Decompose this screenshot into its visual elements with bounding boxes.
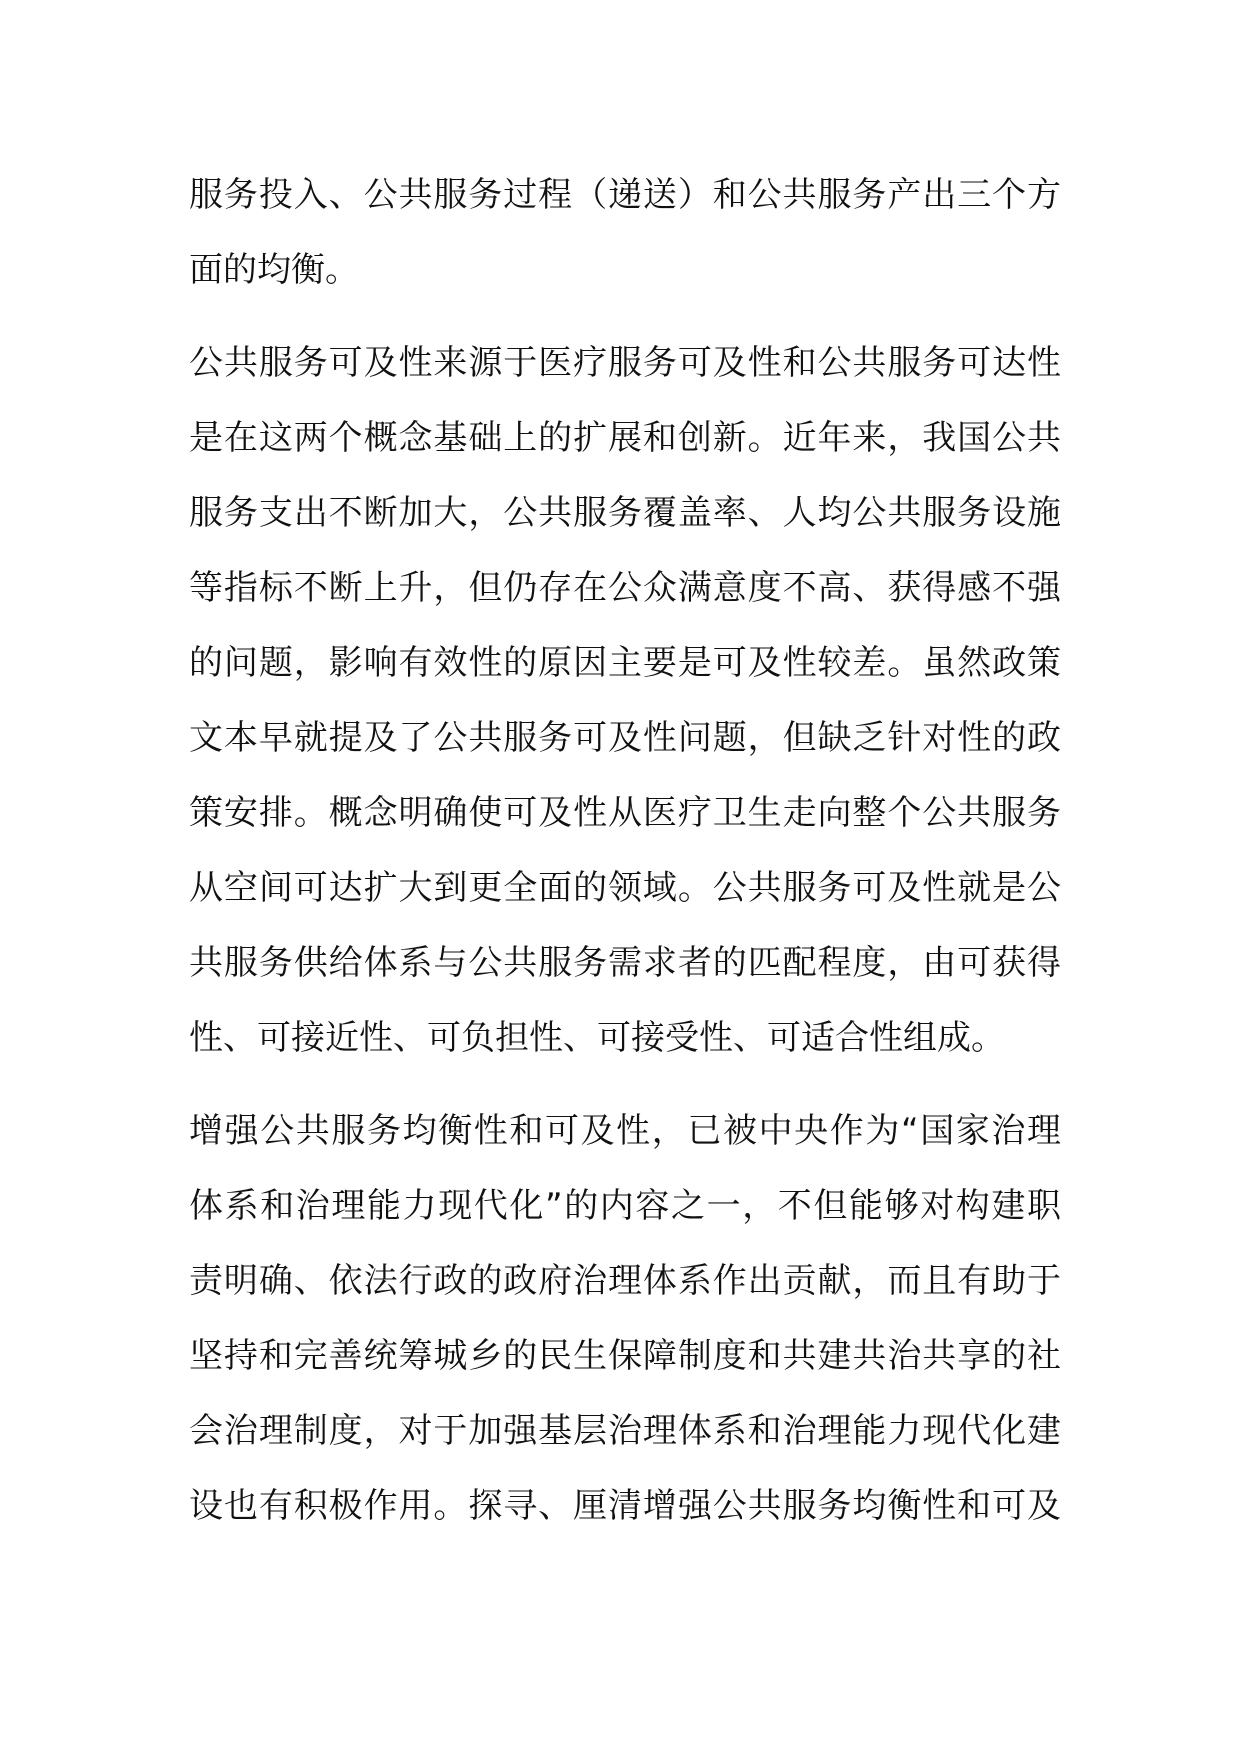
text-line: 的问题，影响有效性的原因主要是可及性较差。虽然政策 bbox=[189, 643, 1061, 683]
text-line: 等指标不断上升，但仍存在公众满意度不高、获得感不强 bbox=[189, 568, 1061, 608]
paragraph-1 bbox=[189, 158, 1061, 308]
text-line: 共服务供给体系与公共服务需求者的匹配程度，由可获得 bbox=[189, 943, 1061, 983]
paragraph-3 bbox=[189, 1094, 1061, 1544]
paragraph-2 bbox=[189, 326, 1061, 1076]
text-line: 面的均衡。 bbox=[189, 250, 359, 290]
text-line: 文本早就提及了公共服务可及性问题，但缺乏针对性的政 bbox=[189, 718, 1061, 758]
body-text bbox=[189, 158, 1061, 1544]
text-line: 服务支出不断加大，公共服务覆盖率、人均公共服务设施 bbox=[189, 493, 1061, 533]
text-line: 性、可接近性、可负担性、可接受性、可适合性组成。 bbox=[189, 1018, 1005, 1058]
text-line: 会治理制度，对于加强基层治理体系和治理能力现代化建 bbox=[189, 1411, 1061, 1451]
text-line: 是在这两个概念基础上的扩展和创新。近年来，我国公共 bbox=[189, 418, 1061, 458]
text-line: 服务投入、公共服务过程（递送）和公共服务产出三个方 bbox=[189, 175, 1061, 215]
text-line: 体系和治理能力现代化”的内容之一，不但能够对构建职 bbox=[189, 1186, 1061, 1226]
text-line: 责明确、依法行政的政府治理体系作出贡献，而且有助于 bbox=[189, 1261, 1061, 1301]
text-line: 坚持和完善统筹城乡的民生保障制度和共建共治共享的社 bbox=[189, 1336, 1061, 1376]
text-line: 设也有积极作用。探寻、厘清增强公共服务均衡性和可及 bbox=[189, 1486, 1061, 1526]
text-line: 从空间可达扩大到更全面的领域。公共服务可及性就是公 bbox=[189, 868, 1061, 908]
text-line: 增强公共服务均衡性和可及性，已被中央作为“国家治理 bbox=[189, 1111, 1061, 1151]
text-line: 公共服务可及性来源于医疗服务可及性和公共服务可达性 bbox=[189, 343, 1061, 383]
text-line: 策安排。概念明确使可及性从医疗卫生走向整个公共服务 bbox=[189, 793, 1061, 833]
